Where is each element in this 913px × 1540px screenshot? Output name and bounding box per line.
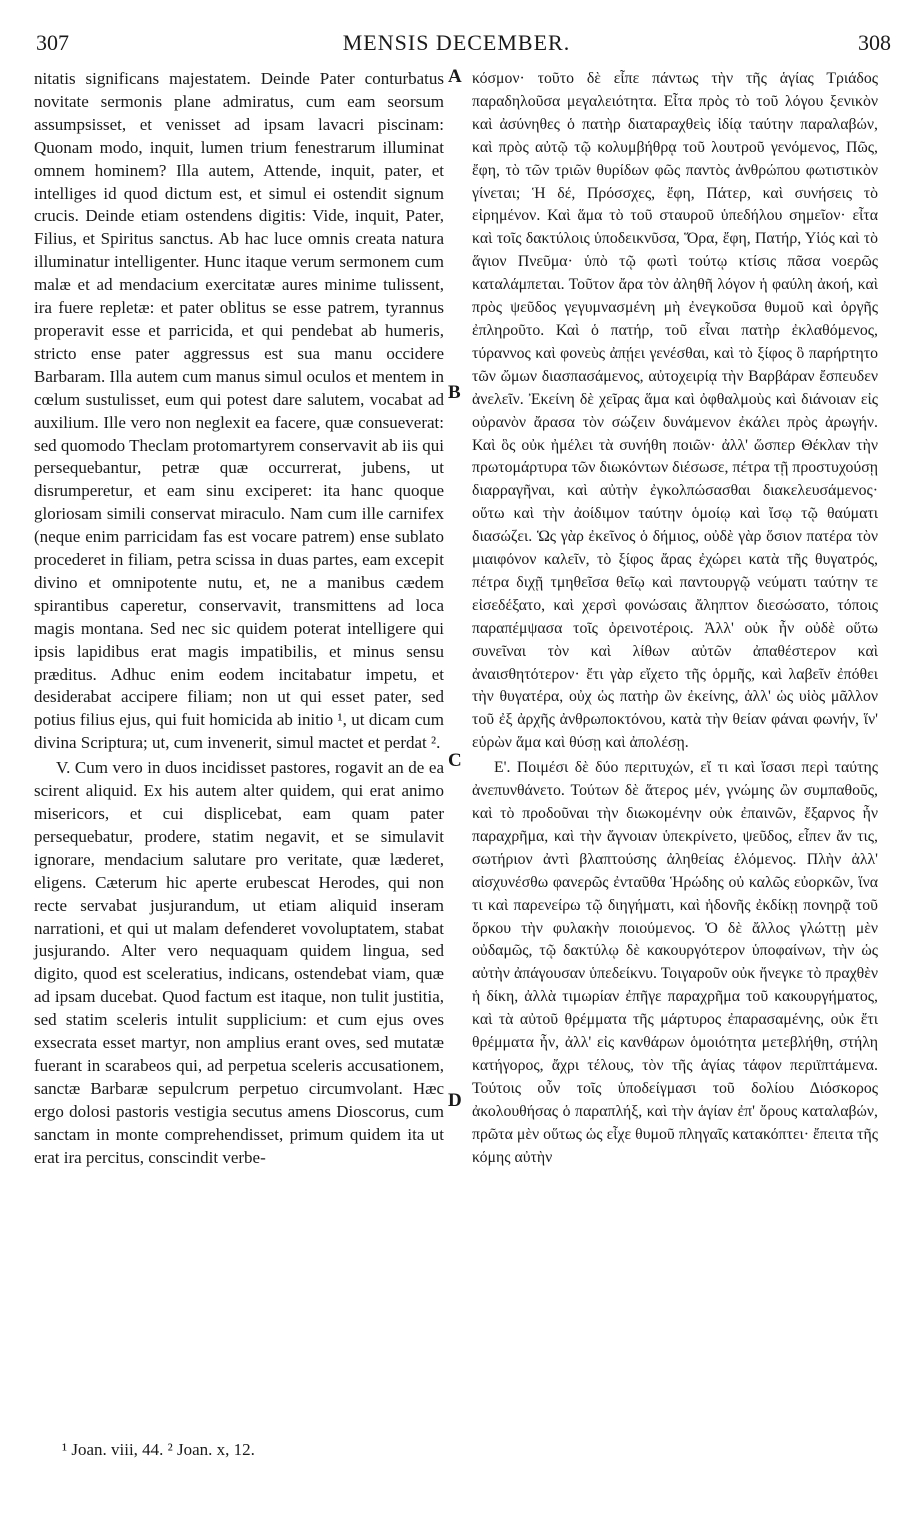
footnotes: ¹ Joan. viii, 44. ² Joan. x, 12. bbox=[62, 1440, 255, 1459]
page-header bbox=[0, 22, 913, 62]
page-number-left: 307 bbox=[36, 30, 69, 55]
latin-column bbox=[34, 68, 444, 1170]
page-number-right: 308 bbox=[858, 30, 891, 55]
greek-paragraph-2: Ε'. Ποιμέσι δὲ δύο περιτυχών, εἴ τι καὶ ἴσασι περὶ ταύτης ἀνεπυνθάνετο. Τούτων δὲ ἅτερος μέν, γνώμης ὢν συμπαθοῦς, καὶ τὸ προδοῦναι τὴν διωκομένην οὐκ ἐπαινῶν, ἔξαρνος ἦν παραχρῆμα, καὶ τὴν ἄγνοιαν ὑπεκρίνετο, ψεῦδος, εἶπεν ἄν τις, σωτήριον ἀντὶ βλαπτούσης ἀληθείας ἑλόμενος. Πλὴν ἀλλ' αἰσχυνέσθω φανερῶς ἐνταῦθα Ἡρώδης οὐ καλῶς εὐορκῶν, ἵνα τι καὶ παρενείρω τῷ διηγήματι, καὶ ἡδονῆς ἐκδίκῃ πονηρᾷ τοῦ ὅρκου τὴν φυλακὴν ποιούμενος. Ὁ δὲ ἄλλος γλώττῃ μὲν οὐδαμῶς, τῷ δακτύλῳ δὲ κακουργότερον ὑποφαίνων, τὴν ὡς αὐτὴν ἀπάγουσαν ὑπεδείκνυ. Τοιγαροῦν οὐκ ἤνεγκε τὸ πραχθὲν ἡ δίκη, ἀλλὰ τιμωρίαν ἐπῆγε παραχρῆμα τοῦ κακουργήματος, καὶ τὰ αὐτοῦ θρέμματα τῆς μάρτυρος ἐπαρασαμένης, οὐκ ἔτι θρέμματα ἦν, ἀλλ' εἰς κανθάρων ὁμοιότητα μετεβλήθη, στήλη κατήγορος, ἄχρι τέλους, τὸν τῆς ἁγίας τάφον περιϊπτάμενα. Τούτοις οὖν τοῖς ὑποδείγμασι τοῦ δολίου Διόσκορος ἀκολουθήσας ὁ παραπλήξ, καὶ τὴν ἁγίαν ἐπ' ὄρους καταλαβών, πρῶτα μὲν οὕτως ὡς εἶχε θυμοῦ πληγαῖς κατακόπτει· ἔπειτα τῆς κόμης αὐτὴν bbox=[472, 759, 878, 1166]
margin-letter-a: A bbox=[448, 66, 462, 87]
margin-letter-d: D bbox=[448, 1090, 462, 1111]
greek-paragraph-1: κόσμον· τοῦτο δὲ εἶπε πάντως τὴν τῆς ἁγίας Τριάδος παραδηλοῦσα μεγαλειότητα. Εἶτα πρὸς τὸ τοῦ λόγου ξενικὸν καὶ ἀσύνηθες ὁ πατὴρ διαταραχθεὶς ἰδίᾳ ταύτην παραλαβών, καὶ πρὸς αὐτῷ τῷ κολυμβήθρᾳ τοῦ λουτροῦ γενόμενος, Πῶς, ἔφη, τὸ τῶν τριῶν θυρίδων φῶς παντὸς ἀνθρώπου φωτιστικὸν γίνεται; Ἡ δέ, Πρόσσχες, ἔφη, Πάτερ, καὶ συνήσεις τὸ εἰρημένον. Καὶ ἅμα τὸ τοῦ σταυροῦ ὑπεδήλου σημεῖον· εἶτα καὶ τοῖς δακτύλοις ὑποδεικνῦσα, Ὅρα, ἔφη, Πατήρ, Υἱός καὶ τὸ ἅγιον Πνεῦμα· ὑπὸ τῷ φωτὶ τούτῳ κτίσις πᾶσα νοερῶς καταλάμπεται. Τοῦτον ἄρα τὸν ἀληθῆ λόγον ἡ φαύλη ἀκοή, καὶ πρὸς ψεῦδος γεγυμνασμένη μὴ ἐνεγκοῦσα θυμοῦ καὶ ὀργῆς ἐπληροῦτο. Καὶ ὁ πατήρ, τοῦ εἶναι πατὴρ ἐκλαθόμενος, τύραννος καὶ φονεὺς ἀπῄει γενέσθαι, καὶ τὸ ξίφος ὃ παρήρτητο τῶν ὤμων διασπασάμενος, αὐτοχειρίᾳ τὴν Βαρβάραν ἔσπευδεν ἀνελεῖν. Ἐκείνη δὲ χεῖρας ἅμα καὶ ὀφθαλμοὺς καὶ διάνοιαν εἰς οὐρανὸν ἄρασα τὸν σώζειν δυνάμενον ἐκάλει πρὸς ἀρωγήν. Καὶ ὃς οὐκ ἠμέλει τὰ συνήθη ποιῶν· ἀλλ' ὥσπερ Θέκλαν τὴν πρωτομάρτυρα τῶν διωκόντων διέσωσε, πέτρα τῇ προστυχούσῃ διαρραγῆναι, καὶ αὐτὴν ἐγκολπώσασθαι διακελευσάμενος· οὕτω καὶ τὴν ἀοίδιμον ταύτην ὁμοίῳ καὶ ἴσῳ τῷ θαύματι διασώζει. Ὡς γὰρ ἐκεῖνος ὁ δήμιος, οὐδὲ γὰρ ὅσιον πατέρα τὸν μιαιφόνον καλεῖν, τὸ ξίφος ἄρας ἐχώρει κατὰ τῆς θυγατρός, πέτρα διχῇ τμηθεῖσα θεῖῳ καὶ παντουργῷ νεύματι ταύτην τε εἰσεδέξατο, καὶ χερσὶ φονώσαις ἄληπτον διεσώσατο, τόποις παραπέμψασα τοῖς ὀρεινοτέροις. Ἀλλ' οὐκ ἦν οὐδὲ οὕτω συνεῖναι τὸν καὶ λίθων αὐτῶν ἀπαθέστερον καὶ ἀναισθητότερον· ἔτι γὰρ εἴχετο τῆς ὁρμῆς, καὶ λαβεῖν ἐπόθει τὴν θυγατέρα, οὐχ ὡς πατὴρ ὢν ἐκείνης, ἀλλ' ὡς υἱὸς μᾶλλον τοῦ ἐξ ἀρχῆς ἀνθρωποκτόνου, κατὰ τὴν θείαν φάναι φωνήν, ἵν' εὑρὼν ἅμα καὶ θύσῃ καὶ ἀπολέσῃ. bbox=[472, 70, 878, 752]
latin-paragraph-1: nitatis significans majestatem. Deinde Pater conturbatus novitate sermonis plane admiratus, cum eam seorsum assumpsisset, et venisset ad ipsam lavacri piscinam: Quonam modo, inquit, lumen trium fenestrarum illuminat omnem hominem? Illa autem, Attende, inquit, pater, et intelliges id quod dictum est, et simul ei ostendit signum crucis. Deinde etiam ostendens digitis: Vide, inquit, Pater, Filius, et Spiritus sanctus. Ab hac luce omnis creata natura illuminatur intelligenter. Hunc itaque verum sermonem cum malæ et ad mendacium exercitatæ aures minime tulissent, ira fuere repletæ: et pater oblitus se esse patrem, tyrannus properavit esse et parricida, et qui pendebat ab humeris, stricto ense pater aggressus est sua manu occidere Barbaram. Illa autem cum manus simul oculos et mentem in cœlum sustulisset, eum qui potest dare salutem, vocabat ad auxilium. Ille vero non neglexit ea facere, quæ consueverat: sed quomodo Theclam protomartyrem conservavit ab iis qui persequebantur, petræ quæ occurrerat, jubens, ut disrumperetur, et eam sinu exciperet: ita hanc quoque gloriosam simili conservat miraculo. Nam cum ille carnifex (neque enim parricidam fas est vocare patrem) ense sublato procederet in filiam, petra scissa in duas partes, eam excepit divino et omnipotente nutu, et, ne a manibus cædem spirantibus caperetur, conservavit, transmittens ad loca magis montana. Sed nec sic quidem poterat intelligere qui ipsis lapidibus erat magis impatibilis, et minus sensu præditus. Adhuc enim eodem incitabatur impetu, et desiderabat accipere filiam; non ut qui esset pater, sed potius filius ejus, qui fuit homicida ab initio ¹, ut dicam cum divina Scriptura; ut, cum invenerit, simul mactet et perdat ². bbox=[34, 69, 444, 753]
greek-column bbox=[472, 68, 878, 1170]
latin-paragraph-2: V. Cum vero in duos incidisset pastores, rogavit an de ea scirent aliquid. Ex his autem alter quidem, qui erat animo misericors, et cui displicebat, eam quam pater persequebatur, prodere, statim negavit, et se simulavit ignorare, mendacium salutare pro veritate, quæ læderet, eligens. Cæterum hic aperte erubescat Herodes, qui non recte servabat jusjurandum, ut etiam aliquid inseram narrationi, et qui ut malam defenderet vovoluptatem, stabat jusjurando. Alter vero nequaquam quidem lingua, sed digito, quod est sceleratius, indicans, ostendebat viam, quæ ad ipsam ducebat. Quod factum est itaque, non tulit justitia, sed statim sceleris intulit supplicium: et cum ejus oves exsecrata esset martyr, non amplius erant oves, sed mutatæ fuerant in scarabeos qui, ad perpetua sceleris accusationem, sanctæ Barbaræ sepulcrum perpetuo circumvolant. Hæc ergo dolosi pastoris vestigia secutus amens Dioscorus, cum sanctam in monte comprehendisset, primum quidem ita ut erat ira percitus, conscindit verbe- bbox=[34, 758, 444, 1167]
margin-letter-c: C bbox=[448, 750, 462, 771]
running-title: MENSIS DECEMBER. bbox=[342, 30, 571, 55]
margin-letter-b: B bbox=[448, 382, 461, 403]
